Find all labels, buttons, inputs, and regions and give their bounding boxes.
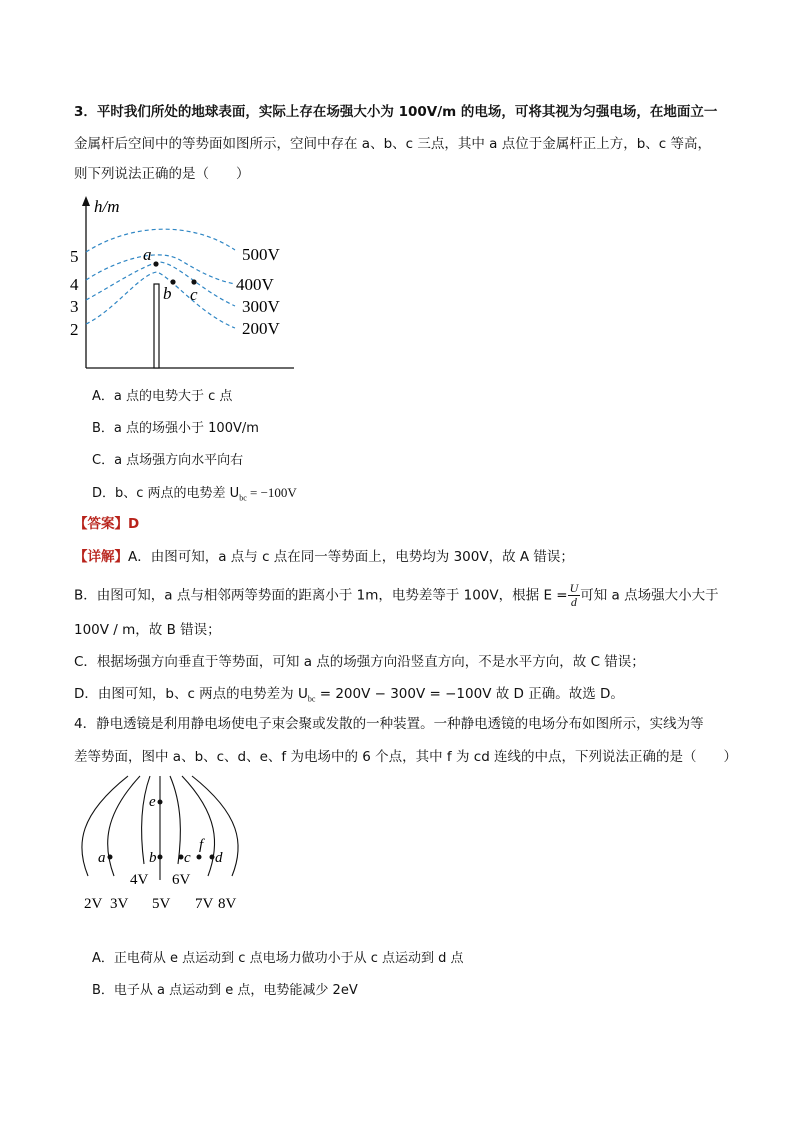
- q4-option-b: B．电子从 a 点运动到 e 点，电势能减少 2eV: [92, 983, 358, 998]
- equipotential-500v: [86, 229, 235, 252]
- y-axis-arrow: [82, 196, 90, 206]
- analysis-a-text: A．由图可知，a 点与 c 点在同一等势面上，电势均为 300V，故 A 错误；: [128, 549, 574, 565]
- point-label: a: [143, 245, 152, 264]
- point-c: [191, 279, 196, 284]
- y-tick: 5: [70, 247, 79, 266]
- point-d: [210, 855, 215, 860]
- curve-label: 200V: [242, 319, 280, 338]
- point-b: [158, 855, 163, 860]
- fraction-numerator: U: [569, 581, 579, 595]
- analysis-d-text: D．由图可知，b、c 两点的电势差为 U: [74, 686, 308, 702]
- answer: [74, 514, 139, 534]
- equipotential-400v: [86, 255, 235, 284]
- point-e: [158, 800, 163, 805]
- q3-stem-line2: 金属杆后空间中的等势面如图所示，空间中存在 a、b、c 三点，其中 a 点位于金属杆正上方，b、c 等高，: [74, 136, 711, 152]
- point-label: a: [98, 850, 106, 866]
- potential-label: 6V: [172, 872, 191, 888]
- fraction-u-over-d: [568, 582, 581, 609]
- analysis-b-line1: [74, 582, 719, 609]
- point-label: c: [190, 285, 198, 304]
- analysis-d: [74, 684, 624, 710]
- analysis-a: [74, 547, 574, 567]
- q3-stem-line1: 3．平时我们所处的地球表面，实际上存在场强大小为 100V/m 的电场，可将其视为匀强电场，在地面立一: [74, 104, 718, 120]
- y-tick: 2: [70, 320, 79, 339]
- q3-option-b: B．a 点的场强小于 100V/m: [92, 421, 259, 436]
- point-c: [179, 855, 184, 860]
- equipotential-200v: [86, 272, 235, 328]
- point-label: c: [184, 850, 191, 866]
- analysis-label: 【详解】: [74, 549, 128, 565]
- point-label: e: [149, 794, 156, 810]
- potential-label: 5V: [152, 896, 171, 912]
- point-label: b: [149, 850, 157, 866]
- equipotential-3v: [108, 776, 140, 876]
- y-tick: 4: [70, 275, 79, 294]
- point-a: [153, 261, 158, 266]
- analysis-d-tail: = 200V − 300V = −100V 故 D 正确。故选 D。: [315, 686, 624, 702]
- point-label: f: [199, 837, 204, 853]
- q3-figure: [60, 192, 320, 378]
- curve-label: 500V: [242, 245, 280, 264]
- fraction-denominator: d: [570, 595, 577, 609]
- curve-label: 300V: [242, 297, 280, 316]
- q4-option-a: A．正电荷从 e 点运动到 c 点电场力做功小于从 c 点运动到 d 点: [92, 951, 464, 966]
- curve-label: 400V: [236, 275, 274, 294]
- y-tick: 3: [70, 297, 79, 316]
- subscript: bc: [307, 694, 316, 704]
- q3-stem-line3: 则下列说法正确的是（ ）: [74, 166, 250, 182]
- equipotential-300v: [86, 262, 235, 306]
- analysis-c: C．根据场强方向垂直于等势面，可知 a 点的场强方向沿竖直方向，不是水平方向，故 C 错误；: [74, 654, 645, 670]
- q3-option-d: [92, 483, 297, 509]
- analysis-b-text: B．由图可知，a 点与相邻两等势面的距离小于 1m，电势差等于 100V，根据 E =: [74, 587, 568, 604]
- q3-option-c: C．a 点场强方向水平向右: [92, 453, 244, 468]
- axis-label: h/m: [94, 197, 120, 216]
- equipotential-6v: [170, 776, 180, 864]
- q3-option-a: A．a 点的电势大于 c 点: [92, 389, 233, 404]
- point-label: d: [215, 850, 223, 866]
- analysis-b-line2: 100V / m，故 B 错误；: [74, 622, 221, 638]
- point-label: b: [163, 284, 172, 303]
- option-d-tail: = −100V: [246, 485, 297, 500]
- subscript: bc: [239, 493, 247, 503]
- potential-label: 2V: [84, 896, 103, 912]
- potential-label: 4V: [130, 872, 149, 888]
- potential-label: 7V: [195, 896, 214, 912]
- q4-stem-line2: 差等势面，图中 a、b、c、d、e、f 为电场中的 6 个点，其中 f 为 cd 连线的中点，下列说法正确的是（ ）: [74, 749, 738, 765]
- q4-figure: [70, 774, 270, 916]
- answer-value: D: [128, 516, 140, 532]
- metal-rod: [154, 284, 159, 368]
- option-d-text: D．b、c 两点的电势差 U: [92, 486, 240, 501]
- potential-label: 3V: [110, 896, 129, 912]
- potential-label: 8V: [218, 896, 237, 912]
- analysis-b-tail: 可知 a 点场强大小大于: [580, 587, 719, 604]
- point-f: [197, 855, 202, 860]
- answer-label: 【答案】: [74, 516, 128, 532]
- point-a: [108, 855, 113, 860]
- q4-stem-line1: 4．静电透镜是利用静电场使电子束会聚或发散的一种装置。一种静电透镜的电场分布如图所示，实线为等: [74, 716, 704, 732]
